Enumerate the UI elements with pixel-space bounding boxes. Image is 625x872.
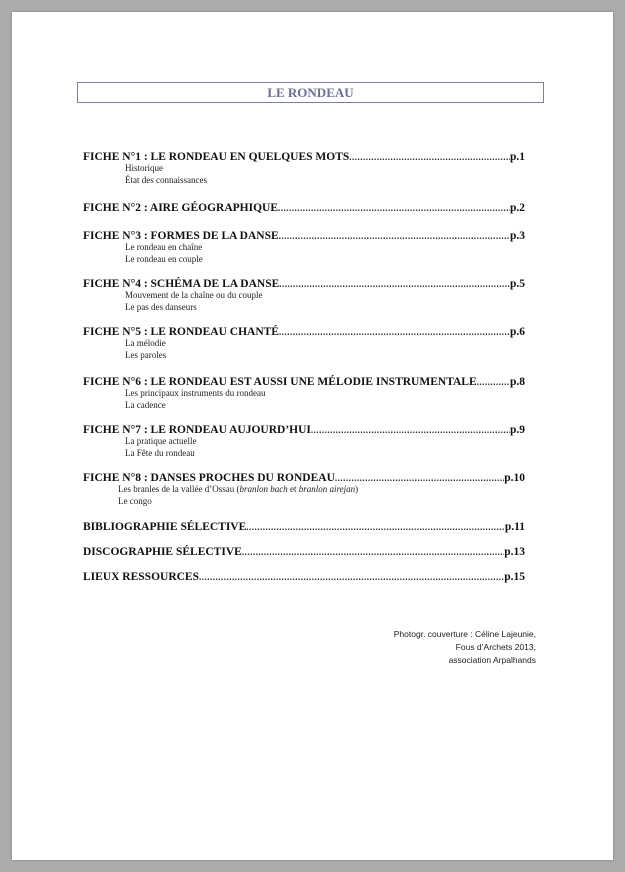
toc-entry-page: p.2 [509,202,525,214]
credit-line: association Arpalhands [448,655,536,665]
leader-dots [311,425,510,435]
toc-entry-label: BIBLIOGRAPHIE SÉLECTIVE [83,521,247,533]
credit-line: Fous d’Archets 2013, [455,642,536,652]
toc-subitem: La pratique actuelle [125,436,197,446]
toc-entry-5[interactable] [83,326,525,361]
toc-entry-page: p.3 [509,230,525,242]
toc-entry-label: FICHE N°8 : DANSES PROCHES DU RONDEAU [83,472,335,484]
toc-entry-page: p.5 [509,278,525,290]
toc-entry-lieux[interactable] [83,571,525,583]
toc-subitem: Le rondeau en chaîne [125,242,203,252]
toc-subitem: Les branles de la vallée d’Ossau (branlon bach et branlon airejan) [118,484,359,494]
leader-dots [199,572,504,582]
toc-entry-3[interactable] [83,230,525,265]
toc-subitem: La Fête du rondeau [125,447,195,458]
leader-dots [278,203,510,213]
document-page [12,12,613,860]
toc-entry-1[interactable] [83,151,525,186]
toc-entry-7[interactable] [83,424,525,459]
toc-subitem: Les paroles [125,349,167,360]
toc-entry-page: p.9 [509,424,525,436]
toc-entry-page: p.6 [509,326,525,338]
toc-entry-2[interactable] [83,202,525,214]
toc-entry-label: FICHE N°4 : SCHÉMA DE LA DANSE [83,278,280,290]
leader-dots [246,522,505,532]
toc-entry-page: p.8 [509,376,525,388]
toc-entry-page: p.15 [504,571,525,583]
toc-subitem: La cadence [125,399,166,410]
leader-dots [279,327,510,337]
toc-subitem: État des connaissances [125,174,207,185]
toc-entry-page: p.11 [504,521,525,533]
toc-subitem: La mélodie [125,338,166,348]
toc-entry-page: p.1 [509,151,525,163]
toc-subitem: Historique [125,163,163,173]
toc-entry-label: FICHE N°2 : AIRE GÉOGRAPHIQUE [83,202,279,214]
toc-entry-discographie[interactable] [83,546,525,558]
leader-dots [279,279,510,289]
toc-entry-8[interactable] [83,472,525,507]
toc-entry-6[interactable] [83,376,525,411]
toc-entry-4[interactable] [83,278,525,313]
toc-entry-page: p.10 [504,472,525,484]
toc-entry-label: FICHE N°6 : LE RONDEAU EST AUSSI UNE MÉLODIE INSTRUMENTALE [83,376,477,388]
toc-entry-label: LIEUX RESSOURCES [83,571,199,583]
toc-entry-label: FICHE N°5 : LE RONDEAU CHANTÉ [83,326,279,338]
leader-dots [279,231,510,241]
leader-dots [242,547,504,557]
page-title: LE RONDEAU [77,82,544,103]
credit-line: Photogr. couverture : Céline Lajeunie, [393,629,536,639]
toc-subitem: Les principaux instruments du rondeau [125,388,266,398]
toc-subitem: Le congo [118,495,152,506]
toc-subitem: Mouvement de la chaîne ou du couple [125,290,263,300]
toc-entry-label: DISCOGRAPHIE SÉLECTIVE [83,546,242,558]
toc-entry-label: FICHE N°7 : LE RONDEAU AUJOURD’HUI [83,424,311,436]
toc-entry-label: FICHE N°3 : FORMES DE LA DANSE [83,230,279,242]
toc-entry-label: FICHE N°1 : LE RONDEAU EN QUELQUES MOTS [83,151,350,163]
toc-subitem: Le rondeau en couple [125,253,203,264]
leader-dots [335,473,504,483]
photo-credit [394,628,536,667]
toc-entry-page: p.13 [504,546,525,558]
toc-entry-bibliographie[interactable] [83,521,525,533]
toc-subitem: Le pas des danseurs [125,301,197,312]
leader-dots [477,377,510,387]
leader-dots [349,152,510,162]
